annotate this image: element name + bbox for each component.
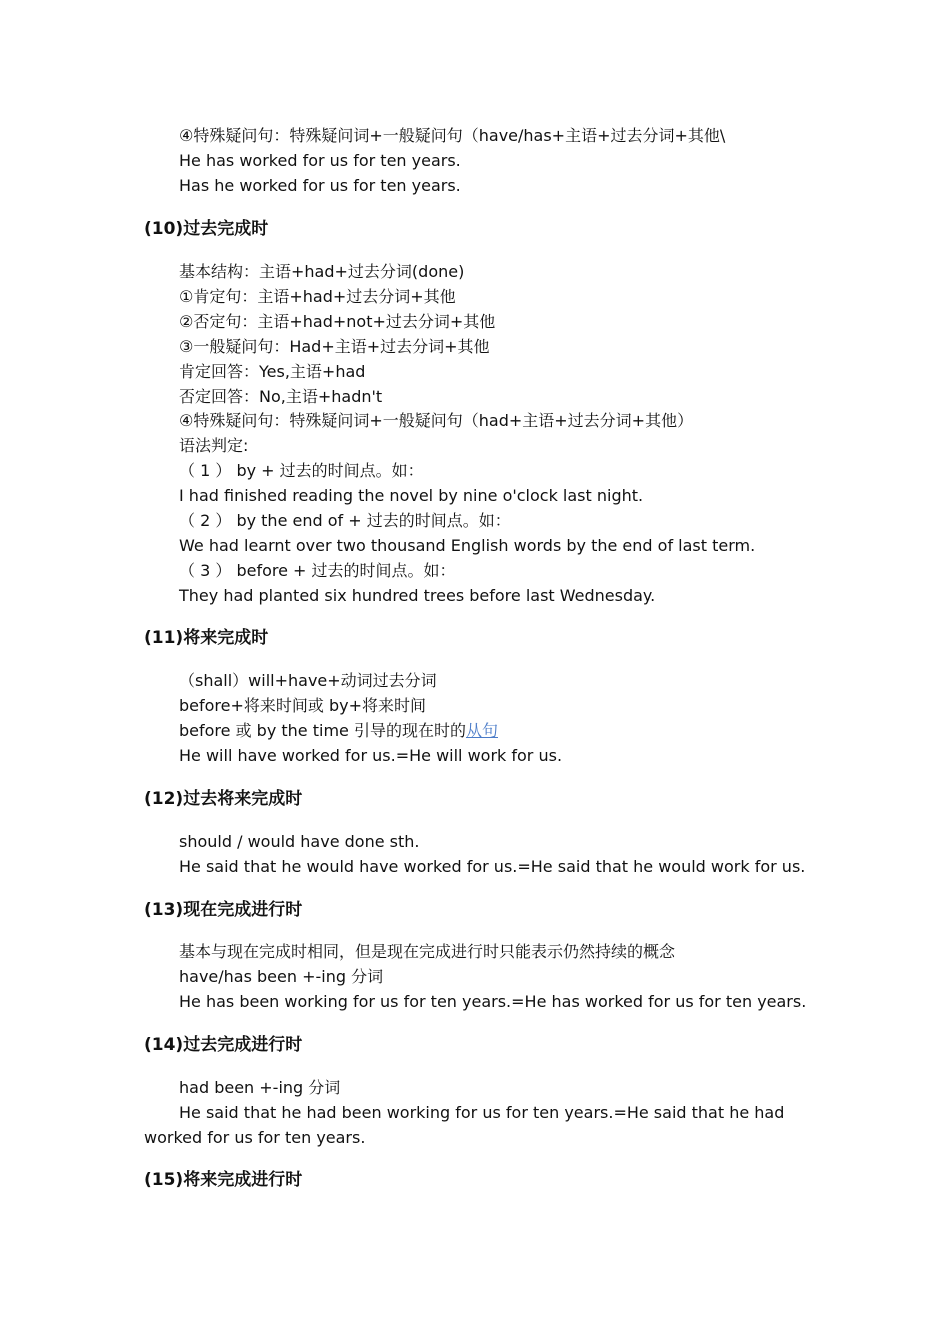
text-line: 肯定回答：Yes,主语+had — [179, 362, 366, 381]
text-line: They had planted six hundred trees before last Wednesday. — [179, 586, 656, 605]
text-line: He said that he would have worked for us.=He said that he would work for us. — [179, 857, 806, 876]
text-line: （ 2 ） by the end of + 过去的时间点。如： — [179, 511, 511, 530]
text-line: ④特殊疑问句：特殊疑问词+一般疑问句（had+主语+过去分词+其他） — [179, 411, 694, 430]
section-heading-14: (14)过去完成进行时 — [144, 1035, 303, 1055]
section-heading-12: (12)过去将来完成时 — [144, 789, 303, 809]
section-heading-15: (15)将来完成进行时 — [144, 1170, 303, 1190]
clause-link[interactable]: 从句 — [465, 721, 498, 740]
text-line: We had learnt over two thousand English words by the end of last term. — [179, 536, 756, 555]
text-line: have/has been +-ing 分词 — [179, 967, 384, 986]
text-line: ④特殊疑问句：特殊疑问词+一般疑问句（have/has+主语+过去分词+其他\ — [179, 126, 726, 145]
text-line: He will have worked for us.=He will work for us. — [179, 746, 563, 765]
text-line: He has worked for us for ten years. — [179, 151, 461, 170]
text-line: （ 3 ） before + 过去的时间点。如： — [179, 561, 456, 580]
text-line: worked for us for ten years. — [144, 1128, 366, 1147]
text-line: 语法判定: — [179, 436, 249, 455]
text-line: I had finished reading the novel by nine o'clock last night. — [179, 486, 644, 505]
text-line: should / would have done sth. — [179, 832, 420, 851]
text-line: ②否定句：主语+had+not+过去分词+其他 — [179, 312, 496, 331]
text-line: had been +-ing 分词 — [179, 1078, 341, 1097]
text-line: 基本结构：主语+had+过去分词(done) — [179, 262, 465, 281]
section-heading-10: (10)过去完成时 — [144, 219, 269, 239]
text-line: He said that he had been working for us for ten years.=He said that he had — [179, 1103, 785, 1122]
text-line: He has been working for us for ten years.=He has worked for us for ten years. — [179, 992, 807, 1011]
text-line: before+将来时间或 by+将来时间 — [179, 696, 427, 715]
text-line: （ 1 ） by + 过去的时间点。如： — [179, 461, 424, 480]
text-line: 否定回答：No,主语+hadn't — [179, 387, 383, 406]
text-line — [179, 721, 498, 741]
text-line: 基本与现在完成时相同，但是现在完成进行时只能表示仍然持续的概念 — [179, 942, 676, 961]
section-heading-13: (13)现在完成进行时 — [144, 900, 303, 920]
text-line: ③一般疑问句：Had+主语+过去分词+其他 — [179, 337, 490, 356]
text-fragment: before 或 by the time 引导的现在时的 — [179, 721, 466, 740]
text-line: （shall）will+have+动词过去分词 — [179, 671, 437, 690]
section-heading-11: (11)将来完成时 — [144, 628, 269, 648]
text-line: ①肯定句：主语+had+过去分词+其他 — [179, 287, 456, 306]
text-line: Has he worked for us for ten years. — [179, 176, 461, 195]
